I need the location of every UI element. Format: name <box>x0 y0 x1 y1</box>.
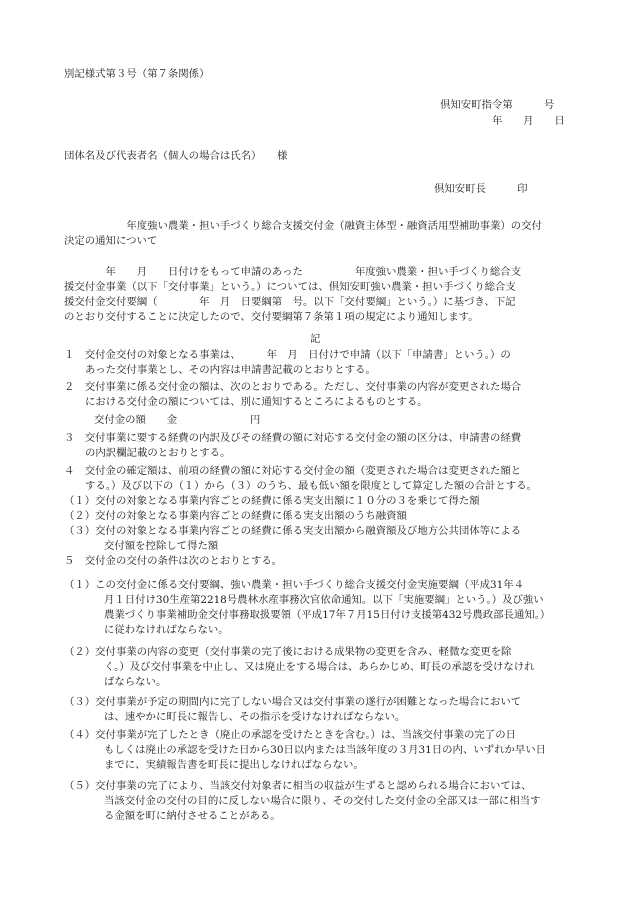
grant-amount-line: 交付金の額 金 円 <box>94 414 261 426</box>
item-line: （４）交付事業が完了したとき（廃止の承認を受けたときを含む。）は、当該交付事業の完了の日 <box>64 729 516 741</box>
subject <box>64 219 569 249</box>
condition-4 <box>64 728 569 773</box>
item-line: ５ 交付金の交付の条件は次のとおりとする。 <box>64 555 283 567</box>
item-line: ばならない。 <box>104 676 167 688</box>
item-line: ２ 交付事業に係る交付金の額は、次のとおりである。ただし、交付事業の内容が変更された場合 <box>64 381 522 393</box>
document-date: 年 月 日 <box>492 115 565 127</box>
item-line: における交付金の額については、別に通知するところによるものとする。 <box>85 396 428 408</box>
item-line: る金額を町に納付させることがある。 <box>104 810 281 822</box>
intro-line: 年 月 日付けをもって申請のあった 年度強い農業・担い手づくり総合支 <box>64 266 522 278</box>
item-line: 当該交付金の交付の目的に反しない場合に限り、その交付した交付金の全部又は一部に相当す <box>104 795 541 807</box>
item-line: ３ 交付事業に要する経費の内訳及びその経費の額に対応する交付金の額の区分は、申請書の経費 <box>64 432 522 444</box>
item-line: （２）交付の対象となる事業内容ごとの経費に係る実支出額のうち融資額 <box>64 510 407 522</box>
condition-3 <box>64 695 569 725</box>
subject-line: 決定の通知について <box>64 235 158 247</box>
item-line: （１）この交付金に係る交付要綱、強い農業・担い手づくり総合支援交付金実施要綱（平成31年４ <box>64 579 525 591</box>
item-line: 農業づくり事業補助金交付事務取扱要領（平成17年７月15日付け支援第432号農政部長通知。） <box>104 609 551 621</box>
item-line: １ 交付金交付の対象となる事業は、 年 月 日付けで申請（以下「申請書」という。）の <box>64 349 511 361</box>
condition-5 <box>64 779 569 824</box>
intro-line: のとおり交付することに決定したので、交付要綱第７条第１項の規定により通知します。 <box>64 311 479 323</box>
item-3 <box>64 431 569 461</box>
item-line: 月１日付け30生産第2218号農林水産事務次官依命通知。以下「実施要綱」という。）及び強い <box>104 594 544 606</box>
item-2 <box>64 380 569 410</box>
item-line: もしくは廃止の承認を受けた日から30日以内または当該年度の３月31日の内、いずれか早い日 <box>104 744 547 756</box>
item-line: に従わなければならない。 <box>104 624 229 636</box>
subject-line: 年度強い農業・担い手づくり総合支援交付金（融資主体型・融資活用型補助事業）の交付 <box>64 220 542 232</box>
item-line: く。）及び交付事業を中止し、又は廃止をする場合は、あらかじめ、町長の承認を受けなけれ <box>104 661 535 673</box>
item-line: （１）交付の対象となる事業内容ごとの経費に係る実支出額に１０分の３を乗じて得た額 <box>64 495 480 507</box>
item-line: は、速やかに町長に報告し、その指示を受けなければならない。 <box>104 711 406 723</box>
item-line: ４ 交付金の確定額は、前項の経費の額に対応する交付金の額（変更された場合は変更された額と <box>64 465 522 477</box>
item-line: （５）交付事業の完了により、当該交付対象者に相当の収益が生ずると認められる場合においては、 <box>64 780 532 792</box>
condition-2 <box>64 645 569 690</box>
ki-heading: 記 <box>310 333 321 345</box>
item-line: あった交付事業とし、その内容は申請書記載のとおりとする。 <box>85 364 376 376</box>
intro-line: 援交付金交付要綱（ 年 月 日要綱第 号。以下「交付要綱」という。）に基づき、下記 <box>64 296 516 308</box>
form-label: 別記様式第３号（第７条関係） <box>64 68 210 80</box>
grant-amount <box>64 413 569 428</box>
intro-paragraph <box>64 265 569 325</box>
addressee: 団体名及び代表者名（個人の場合は氏名） 様 <box>64 150 288 162</box>
item-1 <box>64 348 569 378</box>
item-line: までに、実績報告書を町長に提出しなければならない。 <box>104 759 364 771</box>
document-number: 倶知安町指令第 号 <box>440 99 555 111</box>
item-4 <box>64 464 569 569</box>
intro-line: 援交付金事業（以下「交付事業」という。）については、倶知安町強い農業・担い手づくり総合支 <box>64 281 516 293</box>
condition-1 <box>64 578 569 638</box>
item-line: の内訳欄記載のとおりとする。 <box>85 447 231 459</box>
item-line: （２）交付事業の内容の変更（交付事業の完了後における成果物の変更を含み、軽微な変更を除 <box>64 646 512 658</box>
item-line: （３）交付の対象となる事業内容ごとの経費に係る実支出額から融資額及び地方公共団体等による <box>64 525 522 537</box>
issuer: 倶知安町長 印 <box>434 183 528 195</box>
item-line: する。）及び以下の（１）から（３）のうち、最も低い額を限度として算定した額の合計とする。 <box>85 480 537 492</box>
item-line: 交付額を控除して得た額 <box>104 540 219 552</box>
item-line: （３）交付事業が予定の期間内に完了しない場合又は交付事業の遂行が困難となった場合において <box>64 696 522 708</box>
